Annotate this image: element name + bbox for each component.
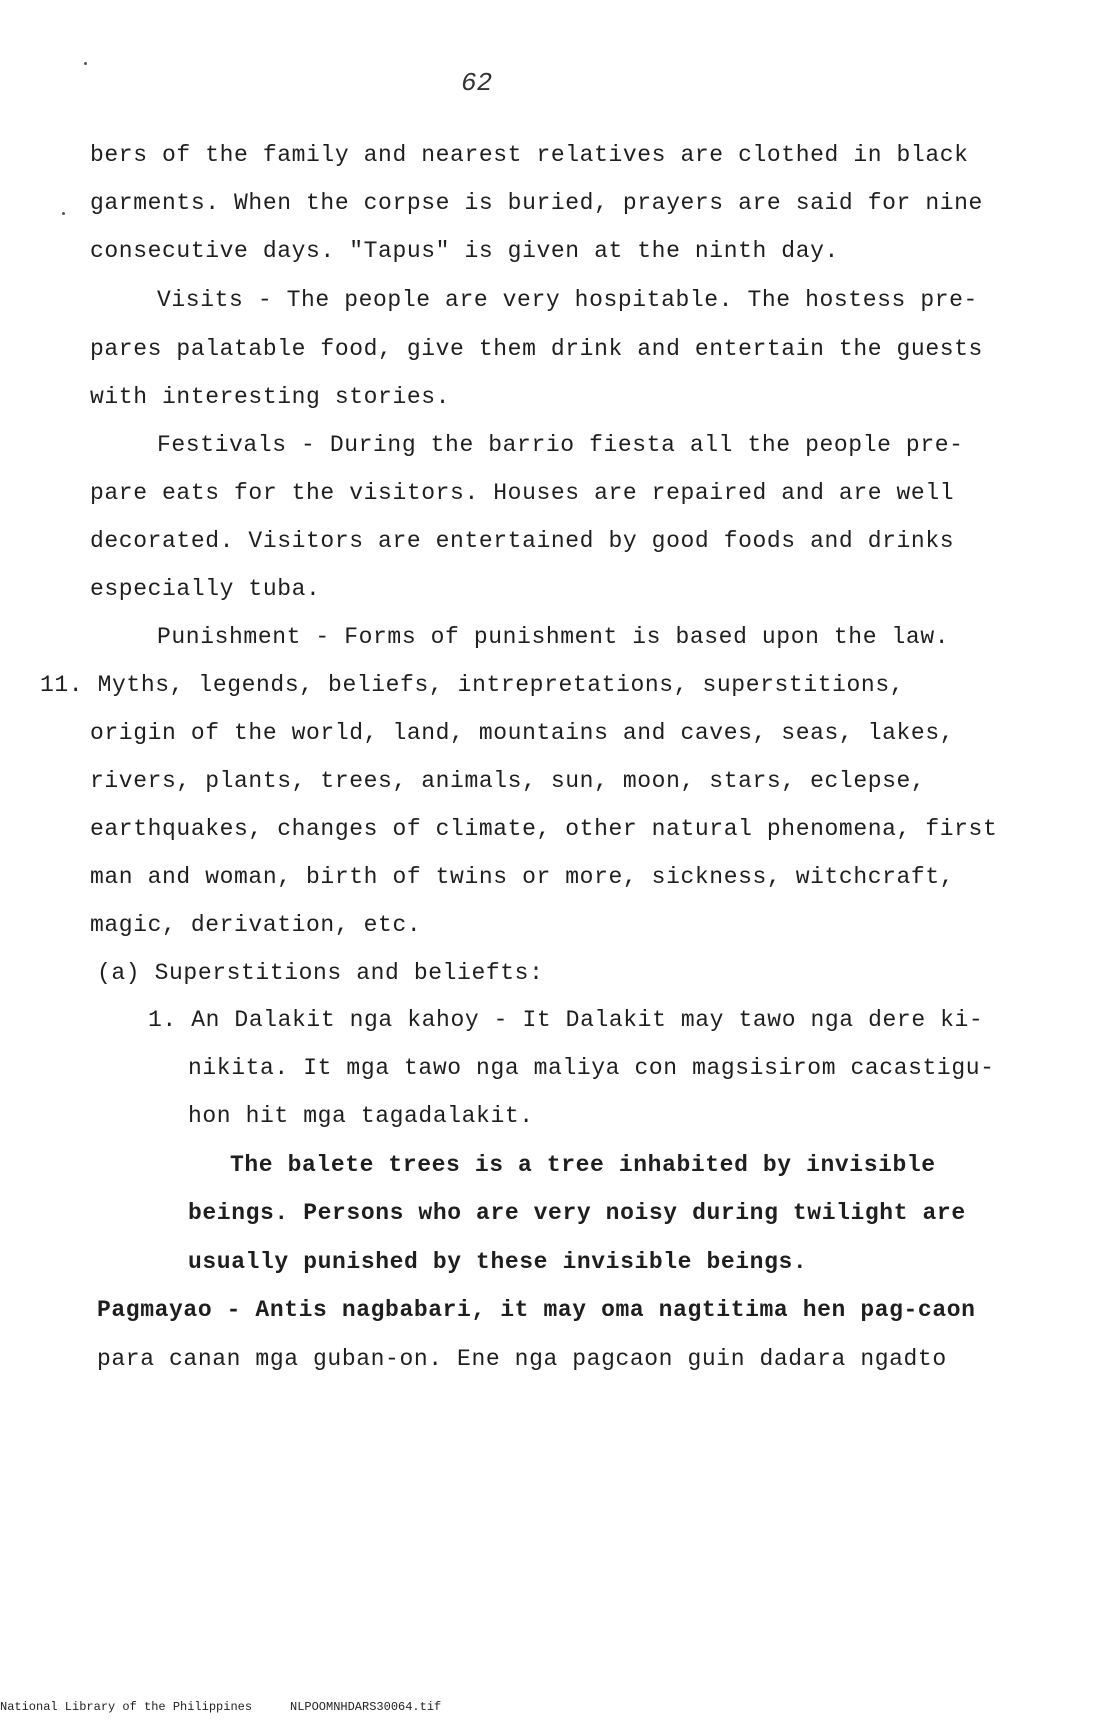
- text-line-23: beings. Persons who are very noisy during twilight are: [188, 1200, 966, 1226]
- text-line-16: man and woman, birth of twins or more, sickness, witchcraft,: [90, 864, 955, 890]
- text-line-14: rivers, plants, trees, animals, sun, moon, stars, eclepse,: [90, 768, 926, 794]
- footer-library: National Library of the Philippines: [0, 1700, 253, 1714]
- text-line-3: consecutive days. "Tapus" is given at the ninth day.: [90, 238, 839, 264]
- text-line-15: earthquakes, changes of climate, other natural phenomena, first: [90, 816, 998, 842]
- text-line-24: usually punished by these invisible beings.: [188, 1249, 808, 1275]
- text-line-25: Pagmayao - Antis nagbabari, it may oma nagtitima hen pag-caon: [97, 1297, 976, 1323]
- text-line-1: bers of the family and nearest relatives are clothed in black: [90, 142, 969, 168]
- text-line-6: with interesting stories.: [90, 384, 451, 410]
- page-number: 62: [461, 68, 493, 98]
- text-line-26: para canan mga guban-on. Ene nga pagcaon guin dadara ngadto: [97, 1346, 947, 1372]
- text-line-19: 1. An Dalakit nga kahoy - It Dalakit may tawo nga dere ki-: [148, 1007, 984, 1033]
- scan-speck: [84, 62, 87, 65]
- text-line-10: especially tuba.: [90, 576, 321, 602]
- text-line-7: Festivals - During the barrio fiesta all the people pre-: [157, 432, 964, 458]
- text-line-12: 11. Myths, legends, beliefs, intrepretations, superstitions,: [40, 672, 905, 698]
- footer-filename: NLPOOMNHDARS30064.tif: [290, 1700, 442, 1714]
- text-line-18: (a) Superstitions and beliefts:: [97, 960, 544, 986]
- text-line-4: Visits - The people are very hospitable. The hostess pre-: [157, 287, 978, 313]
- text-line-22: The balete trees is a tree inhabited by invisible: [230, 1152, 936, 1178]
- text-line-5: pares palatable food, give them drink and entertain the guests: [90, 336, 983, 362]
- text-line-2: garments. When the corpse is buried, prayers are said for nine: [90, 190, 983, 216]
- scan-speck: [62, 212, 65, 215]
- text-line-13: origin of the world, land, mountains and caves, seas, lakes,: [90, 720, 955, 746]
- text-line-11: Punishment - Forms of punishment is based upon the law.: [157, 624, 950, 650]
- text-line-8: pare eats for the visitors. Houses are repaired and are well: [90, 480, 955, 506]
- text-line-9: decorated. Visitors are entertained by good foods and drinks: [90, 528, 955, 554]
- text-line-21: hon hit mga tagadalakit.: [188, 1103, 534, 1129]
- text-line-20: nikita. It mga tawo nga maliya con magsisirom cacastigu-: [188, 1055, 995, 1081]
- text-line-17: magic, derivation, etc.: [90, 912, 422, 938]
